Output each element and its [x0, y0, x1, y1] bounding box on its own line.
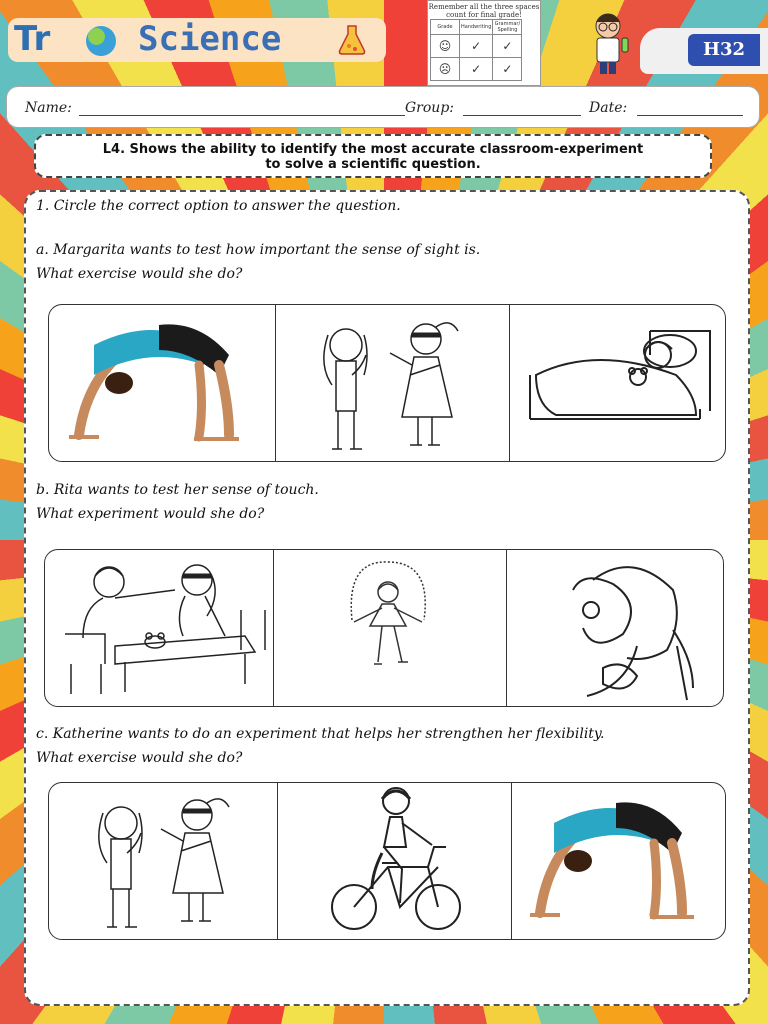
blindfold-game-icon [276, 305, 509, 461]
child-sleeping-icon [510, 305, 725, 461]
logo-tr-text: Tr [14, 19, 51, 59]
backbend-girl-icon [512, 783, 725, 939]
name-group-date-bar [6, 86, 760, 128]
option-a1-backbend[interactable] [49, 305, 275, 461]
option-a2-blindfold-game[interactable] [276, 305, 509, 461]
option-a3-sleeping[interactable] [510, 305, 725, 461]
worksheet-body [24, 190, 750, 1006]
option-b1-touch-table[interactable] [45, 550, 273, 706]
question-a-line-2: What exercise would she do? [36, 266, 243, 282]
neutral-face-icon: ☹ [431, 58, 460, 81]
girl-bicycle-icon [278, 783, 511, 939]
objective-line-1: L4. Shows the ability to identify the most accurate classroom-experiment [102, 142, 644, 157]
flask-icon [338, 24, 366, 56]
worksheet-code: H32 [688, 34, 760, 66]
options-row-b [44, 549, 724, 707]
question-c-line-2: What exercise would she do? [36, 750, 243, 766]
option-c1-blindfold-game[interactable] [49, 783, 277, 939]
learning-objective [34, 134, 712, 178]
question-c-line-1: c. Katherine wants to do an experiment that helps her strengthen her flexibility. [36, 726, 605, 742]
rubric-title: Remember all the three spaces count for final grade! [428, 3, 540, 19]
option-c2-bicycle[interactable] [278, 783, 511, 939]
tr-science-logo [8, 18, 386, 62]
instruction-text: 1. Circle the correct option to answer the question. [36, 198, 401, 214]
option-b3-cover-eye[interactable] [507, 550, 723, 706]
check-icon: ✓ [460, 35, 493, 58]
question-b-line-2: What experiment would she do? [36, 506, 265, 522]
backbend-girl-icon [49, 305, 275, 461]
blindfold-touch-table-icon [45, 550, 273, 706]
girl-covering-eye-icon [507, 550, 723, 706]
check-icon: ✓ [460, 58, 493, 81]
globe-icon [86, 26, 116, 56]
blindfold-game-icon [49, 783, 277, 939]
happy-face-icon: ☺ [431, 35, 460, 58]
option-b2-jump-rope[interactable] [274, 550, 506, 706]
date-line[interactable] [637, 115, 743, 116]
logo-science-text: Science [138, 19, 282, 59]
grading-rubric [427, 0, 541, 86]
question-a-line-1: a. Margarita wants to test how important the sense of sight is. [36, 242, 481, 258]
question-b-line-1: b. Rita wants to test her sense of touch. [36, 482, 319, 498]
rubric-col-grade: Grade [431, 20, 460, 35]
options-row-a [48, 304, 726, 462]
jump-rope-girl-icon [274, 550, 506, 706]
date-label: Date: [589, 100, 628, 116]
rubric-col-handwriting: Handwriting [460, 20, 493, 35]
options-row-c [48, 782, 726, 940]
check-plus-icon: ✓ [493, 35, 522, 58]
rubric-col-grammar: Grammar/ Spelling [494, 21, 521, 33]
group-line[interactable] [463, 115, 581, 116]
name-label: Name: [25, 100, 72, 116]
kid-scientist-icon [586, 8, 634, 78]
code-badge [640, 28, 768, 74]
objective-line-2: to solve a scientific question. [265, 157, 481, 172]
rubric-table [430, 19, 522, 81]
group-label: Group: [405, 100, 454, 116]
name-line[interactable] [79, 115, 405, 116]
check-minus-icon: ✓ [493, 58, 522, 81]
option-c3-backbend[interactable] [512, 783, 725, 939]
